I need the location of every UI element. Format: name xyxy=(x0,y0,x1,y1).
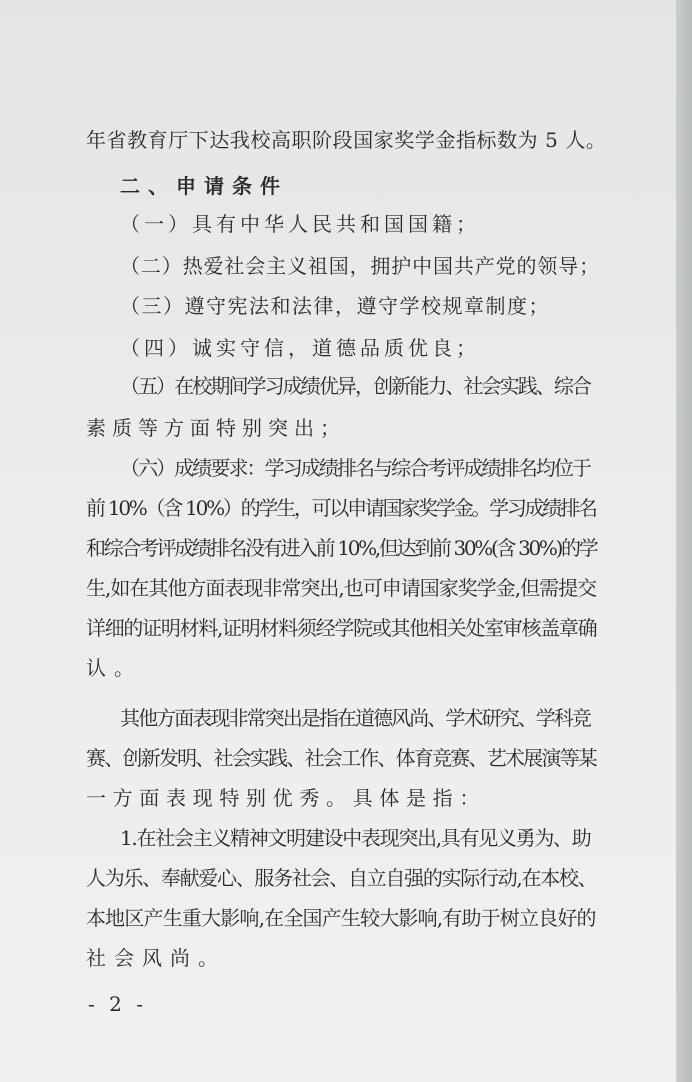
text-line: 前 10%（含 10%）的学生，可以申请国家奖学金。学习成绩排名 xyxy=(86,496,596,520)
section-heading: 二、申请条件 xyxy=(120,174,288,198)
text-line: 年省教育厅下达我校高职阶段国家奖学金指标数为 5 人。 xyxy=(86,128,607,152)
page-number: - 2 - xyxy=(88,992,147,1016)
text-line: （四）诚实守信，道德品质优良； xyxy=(120,336,480,360)
text-line: 素质等方面特别突出； xyxy=(86,416,346,440)
text-line: （五）在校期间学习成绩优异，创新能力、社会实践、综合 xyxy=(120,374,590,398)
text-line: 认。 xyxy=(86,656,142,680)
text-line: 其他方面表现非常突出是指在道德风尚、学术研究、学科竞 xyxy=(120,706,590,730)
text-line: （三）遵守宪法和法律，遵守学校规章制度； xyxy=(120,294,550,318)
page-edge xyxy=(676,0,692,1082)
text-line: 社会风尚。 xyxy=(86,946,226,970)
text-line: （一）具有中华人民共和国国籍； xyxy=(120,212,480,236)
text-line: （六）成绩要求：学习成绩排名与综合考评成绩排名均位于 xyxy=(120,456,590,480)
text-line: 详细的证明材料,证明材料须经学院或其他相关处室审核盖章确 xyxy=(86,616,597,640)
text-line: 本地区产生重大影响,在全国产生较大影响,有助于树立良好的 xyxy=(86,906,596,930)
text-line: 人为乐、奉献爱心、服务社会、自立自强的实际行动,在本校、 xyxy=(86,866,597,890)
text-line: 1.在社会主义精神文明建设中表现突出,具有见义勇为、助 xyxy=(120,826,591,850)
text-line: 生,如在其他方面表现非常突出,也可申请国家奖学金,但需提交 xyxy=(86,576,597,600)
text-line: （二）热爱社会主义祖国，拥护中国共产党的领导； xyxy=(120,254,600,278)
text-line: 赛、创新发明、社会实践、社会工作、体育竞赛、艺术展演等某 xyxy=(86,746,596,770)
text-line: 和综合考评成绩排名没有进入前 10%,但达到前 30%(含 30%)的学 xyxy=(86,536,597,560)
text-line: 一方面表现特别优秀。具体是指： xyxy=(86,786,486,810)
